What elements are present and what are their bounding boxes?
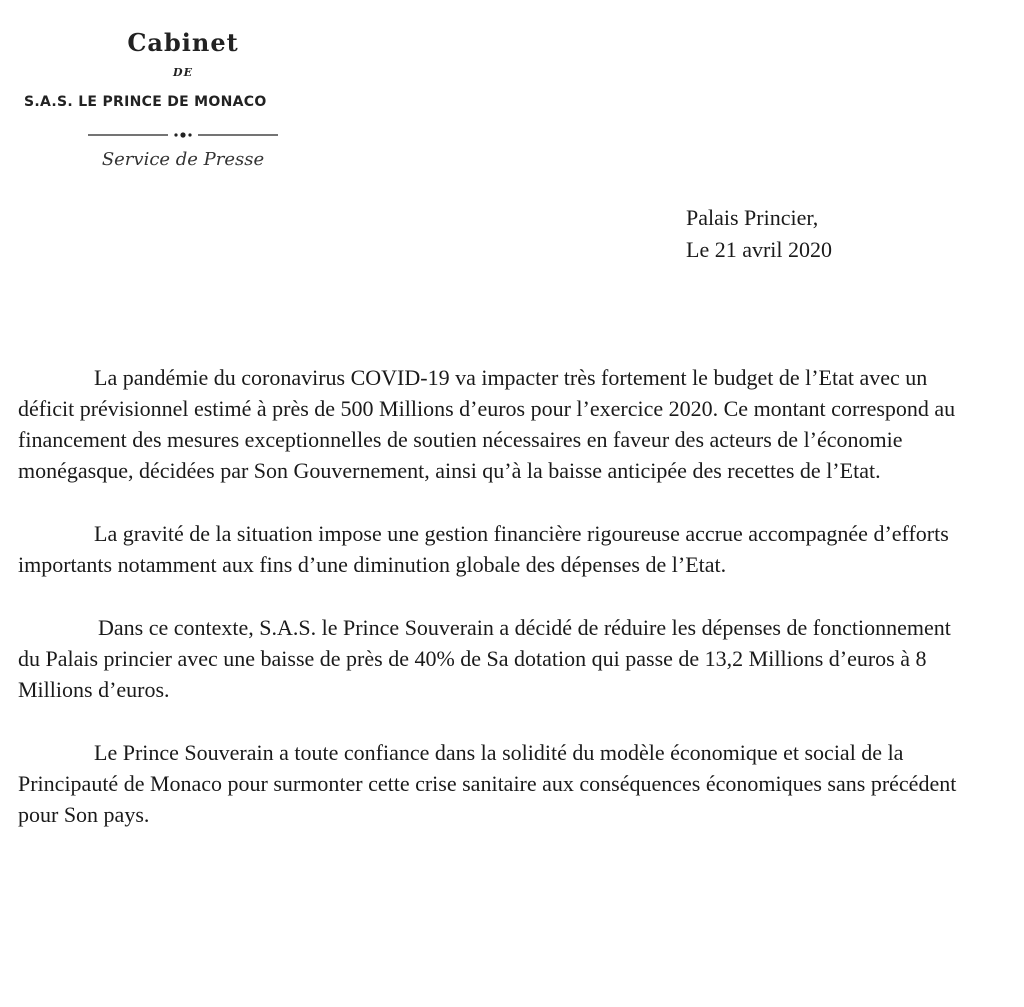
dateline-date: Le 21 avril 2020	[686, 237, 833, 262]
paragraph: La gravité de la situation impose une gestion financière rigoureuse accrue accompagnée d’efforts importants notamment aux fins d’une diminution globale des dépenses de l’Etat.	[18, 521, 949, 577]
paragraph: Le Prince Souverain a toute confiance dans la solidité du modèle économique et social de la Principauté de Monaco pour surmonter cette crise sanitaire aux conséquences économiques sans précédent pour Son pays.	[18, 740, 957, 827]
letterhead-prince: S.A.S. LE PRINCE DE MONACO	[24, 94, 267, 110]
dateline-place: Palais Princier,	[686, 205, 819, 230]
ornament-divider-icon	[88, 129, 278, 141]
press-release-body	[18, 362, 978, 862]
letterhead-cabinet: Cabinet	[127, 28, 239, 57]
letterhead-de: DE	[173, 66, 193, 79]
dateline	[686, 202, 832, 266]
paragraph: La pandémie du coronavirus COVID-19 va impacter très fortement le budget de l’Etat avec un déficit prévisionnel estimé à près de 500 Millions d’euros pour l’exercice 2020. Ce montant correspond au financement des mesures exceptionnelles de soutien nécessaires en faveur des acteurs de l’économie monégasque, décidées par Son Gouvernement, ainsi qu’à la baisse anticipée des recettes de l’Etat.	[18, 365, 956, 483]
paragraph: Dans ce contexte, S.A.S. le Prince Souverain a décidé de réduire les dépenses de fonctionnement du Palais princier avec une baisse de près de 40% de Sa dotation qui passe de 13,2 Millions d’euros à 8 Millions d’euros.	[18, 615, 951, 702]
letterhead-service: Service de Presse	[101, 149, 265, 170]
